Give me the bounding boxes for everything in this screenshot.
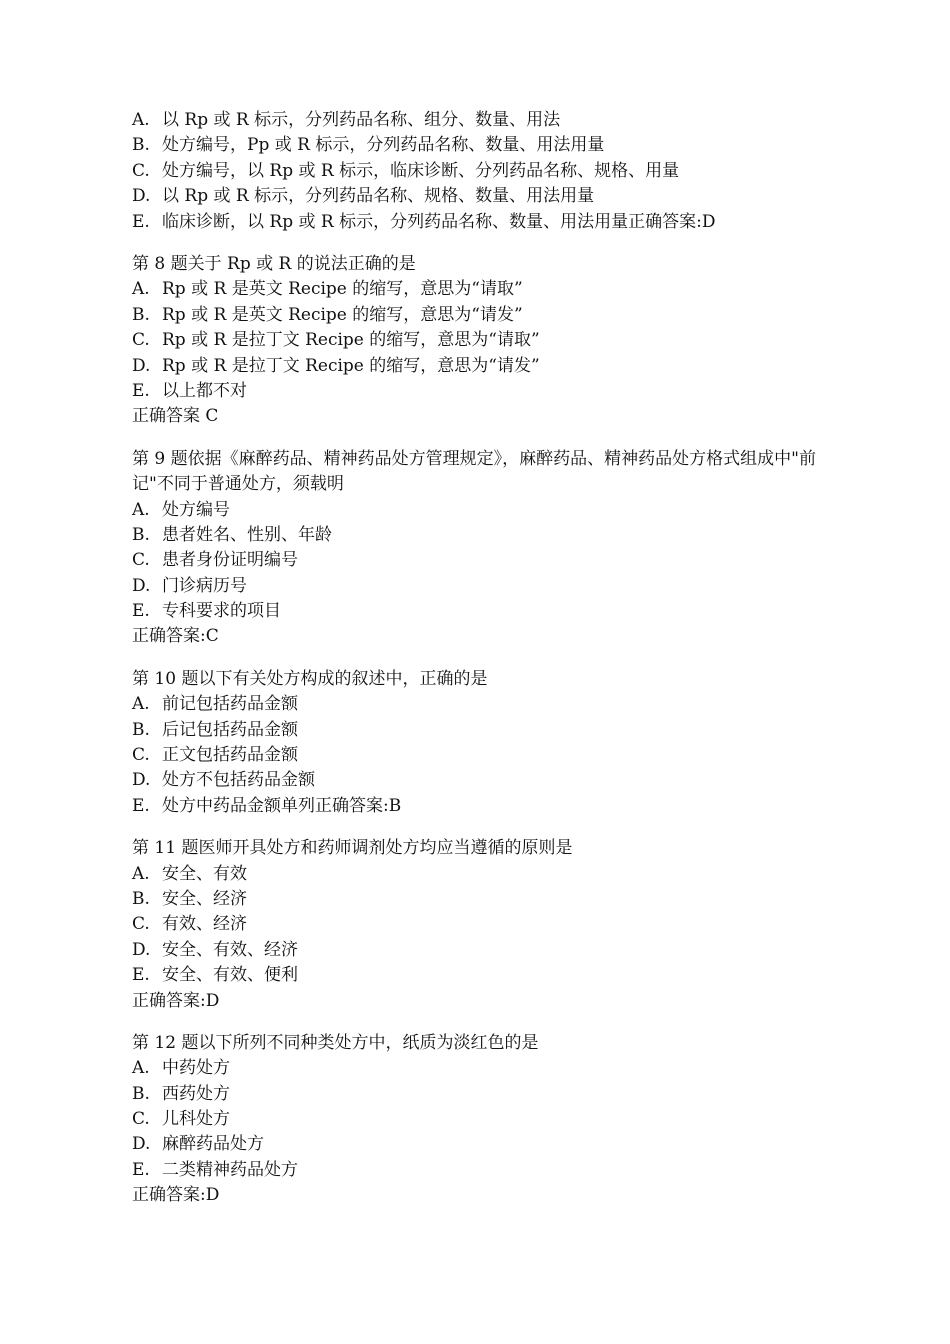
answer-text: 正确答案:D — [132, 1185, 220, 1206]
option-c — [132, 912, 832, 937]
option-text: 处方中药品金额单列正确答案:B — [162, 795, 402, 816]
question-block-8 — [132, 252, 832, 430]
option-b — [132, 523, 832, 548]
option-letter: C. — [132, 160, 150, 181]
option-d — [132, 768, 832, 793]
option-letter: C. — [132, 914, 150, 935]
option-letter: A. — [132, 1058, 150, 1079]
option-text: 前记包括药品金额 — [162, 694, 298, 715]
option-letter: E. — [132, 211, 150, 232]
option-text: 处方编号 — [162, 499, 230, 520]
option-a — [132, 692, 832, 717]
option-text: 麻醉药品处方 — [162, 1134, 264, 1155]
option-a — [132, 277, 832, 302]
option-letter: C. — [132, 330, 150, 351]
option-letter: D. — [132, 770, 151, 791]
option-letter: A. — [132, 694, 150, 715]
option-text: 处方编号，Pp 或 R 标示，分列药品名称、数量、用法用量 — [162, 135, 605, 156]
option-text: 处方不包括药品金额 — [162, 770, 315, 791]
option-letter: E. — [132, 1159, 150, 1180]
answer-text: 正确答案:D — [132, 990, 220, 1011]
question-text: 第 8 题关于 Rp 或 R 的说法正确的是 — [132, 253, 416, 274]
option-c — [132, 328, 832, 353]
option-letter: E. — [132, 601, 150, 622]
option-e — [132, 1158, 832, 1183]
option-b — [132, 1082, 832, 1107]
option-text: 以 Rp 或 R 标示，分列药品名称、组分、数量、用法 — [162, 110, 561, 130]
option-d — [132, 938, 832, 963]
option-text: 中药处方 — [162, 1058, 230, 1079]
option-letter: B. — [132, 1083, 150, 1104]
option-c — [132, 1107, 832, 1132]
option-text: 安全、有效 — [162, 863, 247, 884]
option-text: 临床诊断，以 Rp 或 R 标示，分列药品名称、数量、用法用量正确答案:D — [162, 211, 716, 232]
option-text: 西药处方 — [162, 1083, 230, 1104]
question-block-9 — [132, 447, 832, 650]
option-text: 患者姓名、性别、年龄 — [162, 524, 332, 545]
option-b — [132, 133, 832, 158]
option-text: 处方编号，以 Rp 或 R 标示，临床诊断、分列药品名称、规格、用量 — [162, 160, 680, 181]
option-c — [132, 159, 832, 184]
option-b — [132, 718, 832, 743]
option-text: 患者身份证明编号 — [162, 550, 298, 571]
option-letter: A. — [132, 499, 150, 520]
option-a — [132, 862, 832, 887]
option-text: 正文包括药品金额 — [162, 745, 298, 766]
option-letter: D. — [132, 355, 151, 376]
answer-text: 正确答案:C — [132, 626, 219, 647]
question-block-12 — [132, 1031, 832, 1209]
option-letter: E. — [132, 795, 150, 816]
answer-text: 正确答案 C — [132, 406, 219, 427]
option-text: 有效、经济 — [162, 914, 247, 935]
option-letter: C. — [132, 1109, 150, 1130]
option-letter: B. — [132, 524, 150, 545]
option-letter: D. — [132, 939, 151, 960]
question-block-10 — [132, 667, 832, 819]
option-text: Rp 或 R 是英文 Recipe 的缩写，意思为“请取” — [162, 279, 523, 300]
question-text: 第 11 题医师开具处方和药师调剂处方均应当遵循的原则是 — [132, 838, 573, 859]
option-text: Rp 或 R 是拉丁文 Recipe 的缩写，意思为“请发” — [162, 355, 540, 376]
question-block-7-options — [132, 108, 832, 235]
option-text: 安全、有效、便利 — [162, 965, 298, 986]
question-text: 第 12 题以下所列不同种类处方中，纸质为淡红色的是 — [132, 1032, 539, 1053]
option-a — [132, 1056, 832, 1081]
option-b — [132, 303, 832, 328]
option-text: 二类精神药品处方 — [162, 1159, 298, 1180]
option-d — [132, 574, 832, 599]
option-letter: C. — [132, 550, 150, 571]
question-text: 第 10 题以下有关处方构成的叙述中，正确的是 — [132, 668, 488, 689]
option-text: 后记包括药品金额 — [162, 719, 298, 740]
option-e — [132, 210, 832, 235]
option-text: 专科要求的项目 — [162, 601, 281, 622]
option-text: Rp 或 R 是英文 Recipe 的缩写，意思为“请发” — [162, 304, 523, 325]
option-d — [132, 184, 832, 209]
option-text: 安全、有效、经济 — [162, 939, 298, 960]
option-letter: A. — [132, 110, 150, 130]
option-d — [132, 354, 832, 379]
option-letter: B. — [132, 719, 150, 740]
option-letter: D. — [132, 186, 151, 207]
option-a — [132, 108, 832, 133]
option-letter: B. — [132, 888, 150, 909]
option-letter: D. — [132, 1134, 151, 1155]
option-c — [132, 743, 832, 768]
document-page — [132, 108, 832, 1226]
option-e — [132, 794, 832, 819]
option-text: 儿科处方 — [162, 1109, 230, 1130]
option-letter: E. — [132, 965, 150, 986]
option-e — [132, 599, 832, 624]
option-text: Rp 或 R 是拉丁文 Recipe 的缩写，意思为“请取” — [162, 330, 540, 351]
option-letter: A. — [132, 279, 150, 300]
option-text: 以上都不对 — [162, 380, 247, 401]
option-letter: C. — [132, 745, 150, 766]
option-a — [132, 498, 832, 523]
option-letter: D. — [132, 575, 151, 596]
option-text: 以 Rp 或 R 标示，分列药品名称、规格、数量、用法用量 — [162, 186, 595, 207]
option-letter: B. — [132, 135, 150, 156]
question-text: 第 9 题依据《麻醉药品、精神药品处方管理规定》，麻醉药品、精神药品处方格式组成中"前记"不同于普通处方，须载明 — [132, 448, 816, 495]
option-e — [132, 379, 832, 404]
option-letter: B. — [132, 304, 150, 325]
option-d — [132, 1132, 832, 1157]
option-letter: A. — [132, 863, 150, 884]
option-e — [132, 963, 832, 988]
option-text: 门诊病历号 — [162, 575, 247, 596]
question-block-11 — [132, 836, 832, 1014]
option-letter: E. — [132, 380, 150, 401]
option-text: 安全、经济 — [162, 888, 247, 909]
option-c — [132, 548, 832, 573]
option-b — [132, 887, 832, 912]
